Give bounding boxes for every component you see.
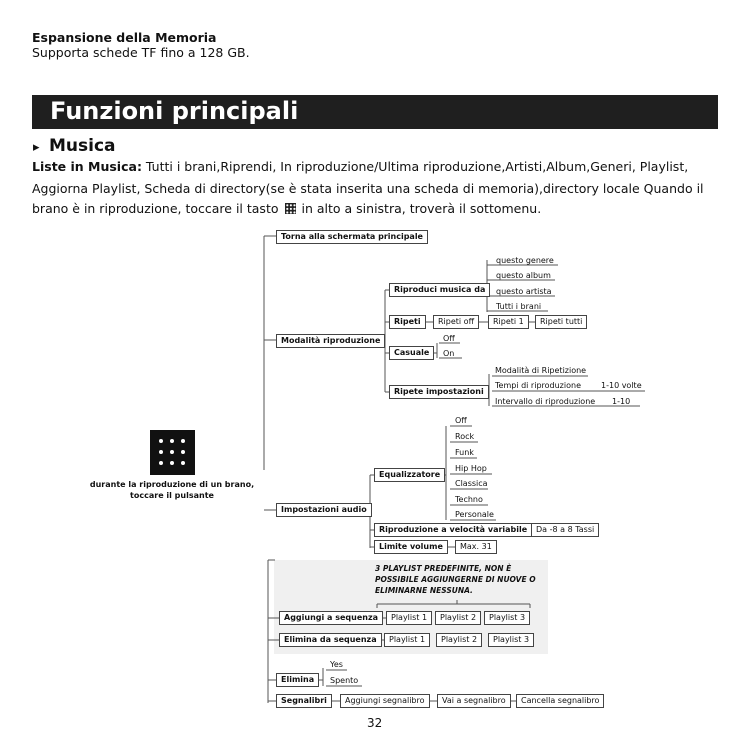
equalizer-option: Funk <box>455 448 474 457</box>
page-number: 32 <box>367 716 383 730</box>
music-heading: Musica <box>49 136 116 156</box>
equalizer-option: Off <box>455 416 467 425</box>
repeat-interval-value: 1-10 <box>612 397 631 406</box>
tree-node-repeat: Ripeti <box>389 315 426 329</box>
intro-text-3b: in alto a sinistra, troverà il sottomenu. <box>301 201 542 216</box>
repeat-settings-item: Tempi di riproduzione <box>495 381 581 390</box>
equalizer-option: Classica <box>455 479 488 488</box>
repeat-option: Ripeti tutti <box>535 315 587 329</box>
bookmark-option: Vai a segnalibro <box>437 694 511 708</box>
section-description-memory: Supporta schede TF fino a 128 GB. <box>32 45 250 60</box>
caption-line: toccare il pulsante <box>130 491 214 500</box>
equalizer-option: Hip Hop <box>455 464 487 473</box>
playlist-option: Playlist 1 <box>386 611 432 625</box>
equalizer-option: Techno <box>455 495 483 504</box>
repeat-option: Ripeti 1 <box>488 315 529 329</box>
play-from-item: questo album <box>496 271 551 280</box>
tree-node-audio-settings: Impostazioni audio <box>276 503 372 517</box>
bookmark-option: Cancella segnalibro <box>516 694 604 708</box>
tree-node-variable-speed: Riproduzione a velocità variabile <box>374 523 532 537</box>
playlist-option: Playlist 1 <box>384 633 430 647</box>
play-from-item: questo artista <box>496 287 552 296</box>
tree-node-delete: Elimina <box>276 673 319 687</box>
bookmark-option: Aggiungi segnalibro <box>340 694 430 708</box>
tree-node-shuffle: Casuale <box>389 346 434 360</box>
caption-line: durante la riproduzione di un brano, <box>89 480 255 489</box>
shuffle-option: Off <box>443 334 455 343</box>
variable-speed-value: Da -8 a 8 Tassi <box>531 523 599 537</box>
tree-node-volume-limit: Limite volume <box>374 540 448 554</box>
delete-option: Yes <box>330 660 343 669</box>
equalizer-option: Rock <box>455 432 475 441</box>
repeat-settings-item: Intervallo di riproduzione <box>495 397 596 406</box>
menu-icon-caption <box>88 479 256 501</box>
menu-grid-icon <box>150 430 195 475</box>
chapter-title: Funzioni principali <box>50 97 299 125</box>
tree-node-remove-from-playlist: Elimina da sequenza <box>279 633 382 647</box>
tree-node-bookmarks: Segnalibri <box>276 694 332 708</box>
play-from-item: questo genere <box>496 256 554 265</box>
intro-text-1: Tutti i brani,Riprendi, In riproduzione/Ultima riproduzione,Artisti,Album,Generi, Playlist, <box>141 159 689 174</box>
playlist-option: Playlist 3 <box>484 611 530 625</box>
shuffle-option: On <box>443 349 455 358</box>
intro-text-3a: brano è in riproduzione, toccare il tasto <box>32 201 279 216</box>
tree-node-equalizer: Equalizzatore <box>374 468 445 482</box>
flag-icon: ▸ <box>33 140 40 155</box>
delete-option: Spento <box>330 676 359 685</box>
equalizer-option: Personale <box>455 510 494 519</box>
playlist-option: Playlist 3 <box>488 633 534 647</box>
section-title-memory: Espansione della Memoria <box>32 30 217 45</box>
repeat-settings-item: Modalità di Ripetizione <box>495 366 587 375</box>
playlist-warning-note: 3 PLAYLIST PREDEFINITE, NON È POSSIBILE AGGIUNGERNE DI NUOVE O ELIMINARNE NESSUNA. <box>375 564 536 595</box>
play-from-item: Tutti i brani <box>496 302 542 311</box>
volume-limit-value: Max. 31 <box>455 540 497 554</box>
playlist-option: Playlist 2 <box>436 633 482 647</box>
repeat-option: Ripeti off <box>433 315 479 329</box>
tree-node-play-from: Riproduci musica da <box>389 283 490 297</box>
intro-line-2: Aggiorna Playlist, Scheda di directory(se è stata inserita una scheda di memoria),directory locale Quando il <box>32 181 704 196</box>
repeat-times-value: 1-10 volte <box>601 381 642 390</box>
tree-node-repeat-settings: Ripete impostazioni <box>389 385 489 399</box>
intro-label: Liste in Musica: <box>32 159 142 174</box>
tree-node-play-mode: Modalità riproduzione <box>276 334 385 348</box>
playlist-option: Playlist 2 <box>435 611 481 625</box>
tree-node-home: Torna alla schermata principale <box>276 230 428 244</box>
tree-node-add-to-playlist: Aggiungi a sequenza <box>279 611 383 625</box>
